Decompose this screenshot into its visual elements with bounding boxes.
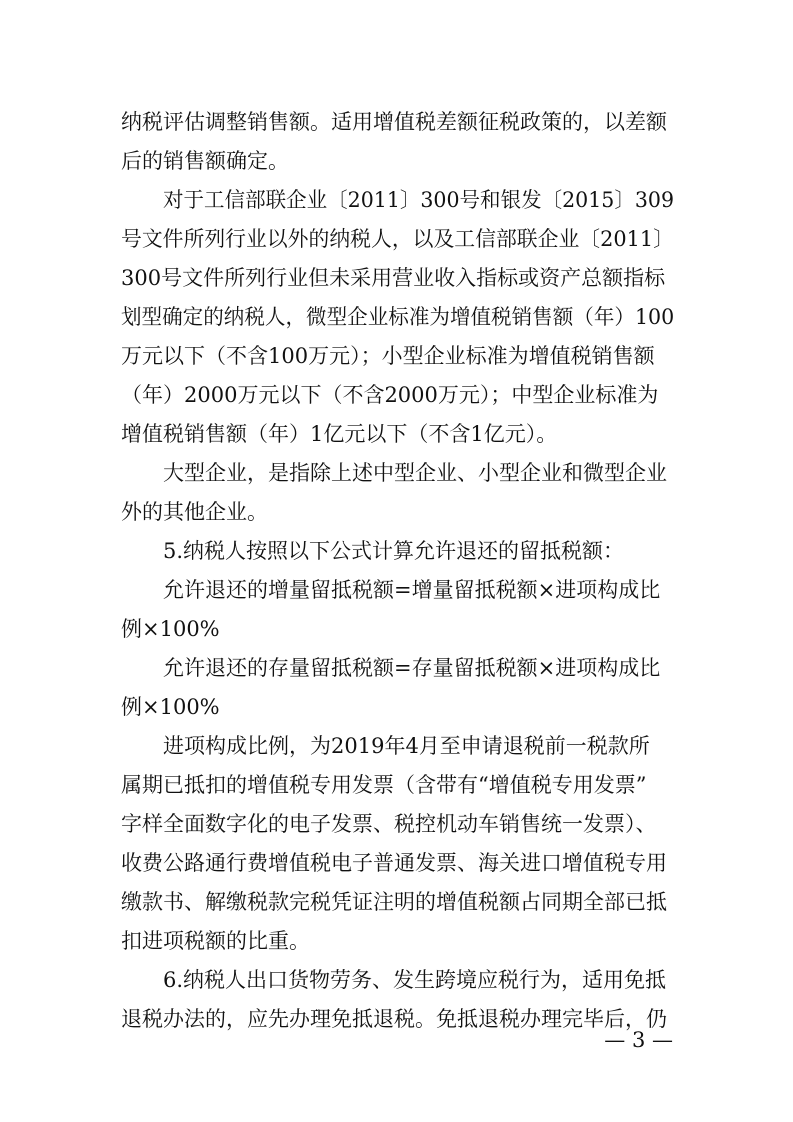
text-line: 进项构成比例，为2019年4月至申请退税前一税款所 [163,734,650,758]
text-line: 例×100% [121,695,220,719]
text-line: 后的销售额确定。 [121,149,289,173]
text-line: 退税办法的，应先办理免抵退税。免抵退税办理完毕后，仍 [121,1007,667,1031]
text-line: 缴款书、解缴税款完税凭证注明的增值税额占同期全部已抵 [121,890,667,914]
text-line: 划型确定的纳税人，微型企业标准为增值税销售额（年）100 [121,305,675,329]
text-line: 5.纳税人按照以下公式计算允许退还的留抵税额： [163,539,625,563]
text-line: 大型企业，是指除上述中型企业、小型企业和微型企业 [163,461,667,485]
text-line: 例×100% [121,617,220,641]
text-line: 扣进项税额的比重。 [121,929,310,953]
text-line: 6.纳税人出口货物劳务、发生跨境应税行为，适用免抵 [163,968,667,992]
text-line: 外的其他企业。 [121,500,268,524]
text-line: （年）2000万元以下（不含2000万元）；中型企业标准为 [121,383,659,407]
text-line: 300号文件所列行业但未采用营业收入指标或资产总额指标 [121,266,666,290]
text-line: 收费公路通行费增值税电子普通发票、海关进口增值税专用 [121,851,667,875]
text-line: 对于工信部联企业〔2011〕300号和银发〔2015〕309 [163,188,675,212]
text-line: 纳税评估调整销售额。适用增值税差额征税政策的，以差额 [121,110,667,134]
text-line: 字样全面数字化的电子发票、税控机动车销售统一发票）、 [121,812,657,836]
text-line: 万元以下（不含100万元）；小型企业标准为增值税销售额 [121,344,655,368]
text-line: 允许退还的增量留抵税额=增量留抵税额×进项构成比 [163,578,661,602]
text-line: 属期已抵扣的增值税专用发票（含带有“增值税专用发票” [121,773,647,797]
page-number: — 3 — [604,1028,673,1052]
text-line: 允许退还的存量留抵税额=存量留抵税额×进项构成比 [163,656,661,680]
text-line: 号文件所列行业以外的纳税人，以及工信部联企业〔2011〕 [121,227,674,251]
text-line: 增值税销售额（年）1亿元以下（不含1亿元）。 [121,422,558,446]
